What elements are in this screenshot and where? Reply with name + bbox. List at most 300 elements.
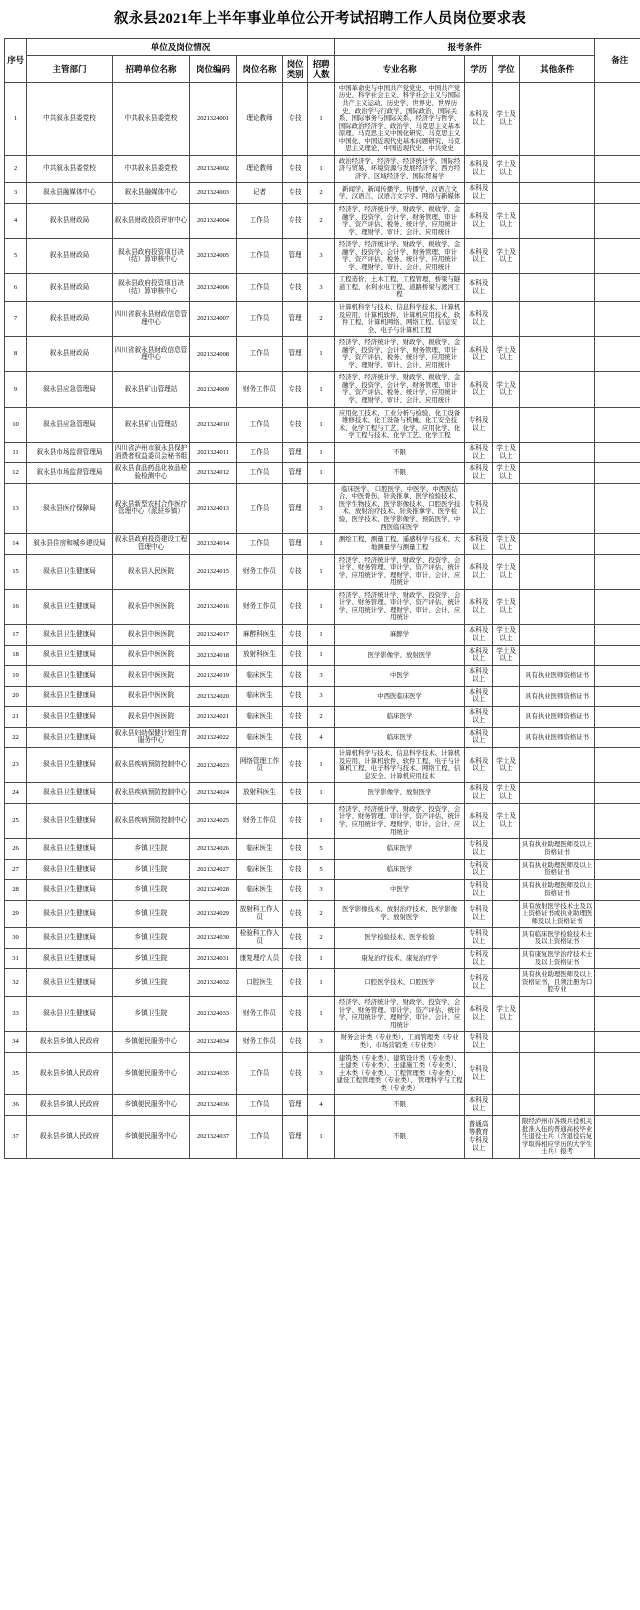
table-row [5,1032,640,1053]
row-unit: 四川省泸州市叙永县保护消费者权益委员会秘书组 [113,442,190,463]
row-category: 专技 [283,155,308,183]
row-major: 不限 [335,442,465,463]
header-major: 专业名称 [335,55,465,82]
row-education: 本科及以上 [465,625,493,646]
row-post: 临床医生 [237,839,283,860]
row-degree: 学士及以上 [493,203,520,238]
row-dept: 叙永县财政局 [27,274,113,302]
row-other: 具有康复医学治疗技术士及以上资格证书 [520,948,595,969]
row-post: 临床医生 [237,880,283,901]
row-index: 7 [5,302,27,337]
row-other [520,1052,595,1095]
row-code: 2021324004 [190,203,237,238]
row-category: 专技 [283,274,308,302]
row-unit: 中共叙永县委党校 [113,82,190,155]
row-index: 2 [5,155,27,183]
table-row [5,783,640,804]
row-category: 专技 [283,880,308,901]
row-major: 临床医学 [335,727,465,748]
row-education: 专科及以上 [465,928,493,949]
row-education: 本科及以上 [465,463,493,484]
header-post: 岗位名称 [237,55,283,82]
row-education: 本科及以上 [465,1095,493,1116]
row-education: 本科及以上 [465,534,493,555]
row-count: 3 [308,483,335,533]
row-unit: 叙永县疾病预防控制中心 [113,803,190,838]
row-dept: 叙永县卫生健康局 [27,839,113,860]
row-unit: 叙永县中医医院 [113,666,190,687]
row-unit: 乡镇卫生院 [113,859,190,880]
row-major: 医学影像学、放射医学 [335,645,465,666]
row-remark [595,783,640,804]
row-post: 麻醉科医生 [237,625,283,646]
row-remark [595,645,640,666]
row-category: 专技 [283,1032,308,1053]
row-code: 2021324034 [190,1032,237,1053]
row-post: 康复理疗人员 [237,948,283,969]
row-code: 2021324029 [190,900,237,928]
row-index: 13 [5,483,27,533]
row-unit: 乡镇卫生院 [113,997,190,1032]
row-other [520,463,595,484]
table-row [5,155,640,183]
row-other [520,748,595,783]
row-category: 专技 [283,928,308,949]
header-category: 岗位类别 [283,55,308,82]
row-remark [595,900,640,928]
row-unit: 叙永县政府投资项目决（结）算审核中心 [113,239,190,274]
row-remark [595,274,640,302]
row-degree [493,900,520,928]
row-dept: 叙永县卫生健康局 [27,554,113,589]
row-major: 财务会计类（专业类）、工商管理类（专业类）、市场营销类（专业类） [335,1032,465,1053]
row-major: 经济学、经济统计学、财政学、税收学、金融学、投资学、会计学、财务管理、审计学、资产评估、税务、统计学、应用统计学、理财学、审计、会计、应用统计 [335,372,465,407]
row-degree: 学士及以上 [493,463,520,484]
row-count: 1 [308,625,335,646]
row-index: 14 [5,534,27,555]
row-code: 2021324007 [190,302,237,337]
row-count: 1 [308,407,335,442]
row-code: 2021324009 [190,372,237,407]
row-index: 17 [5,625,27,646]
row-count: 1 [308,155,335,183]
row-index: 12 [5,463,27,484]
row-dept: 中共叙永县委党校 [27,82,113,155]
job-requirements-table [4,38,640,1159]
row-other: 具有执业助理医师及以上资格证书，且须注册为口腔专业 [520,969,595,997]
row-education: 本科及以上 [465,686,493,707]
row-code: 2021324024 [190,783,237,804]
row-other: 具有执业医师资格证书 [520,666,595,687]
row-count: 2 [308,203,335,238]
row-code: 2021324031 [190,948,237,969]
row-post: 临床医生 [237,686,283,707]
row-index: 15 [5,554,27,589]
row-other [520,203,595,238]
row-unit: 叙永县矿山管理站 [113,372,190,407]
row-post: 财务工作员 [237,1032,283,1053]
row-category: 专技 [283,748,308,783]
row-other [520,183,595,204]
row-dept: 叙永县卫生健康局 [27,859,113,880]
row-unit: 叙永县疾病预防控制中心 [113,783,190,804]
row-other: 具有执业助理医师及以上资格证书 [520,859,595,880]
row-dept: 叙永县乡镇人民政府 [27,1032,113,1053]
row-index: 31 [5,948,27,969]
row-unit: 乡镇便民服务中心 [113,1032,190,1053]
row-remark [595,534,640,555]
row-dept: 叙永县卫生健康局 [27,900,113,928]
row-count: 1 [308,337,335,372]
row-unit: 叙永县中医医院 [113,707,190,728]
row-category: 专技 [283,839,308,860]
row-remark [595,748,640,783]
row-other [520,483,595,533]
header-count: 招聘人数 [308,55,335,82]
row-post: 财务工作员 [237,372,283,407]
row-major: 经济学、经济统计学、财政学、投资学、会计学、财务管理、审计学、资产评估、统计学、应用统计学、理财学、审计、会计、应用统计 [335,997,465,1032]
row-degree: 学士及以上 [493,82,520,155]
row-code: 2021324033 [190,997,237,1032]
row-dept: 叙永县卫生健康局 [27,666,113,687]
row-post: 放射科医生 [237,645,283,666]
row-count: 4 [308,727,335,748]
row-education: 专科及以上 [465,1032,493,1053]
row-other [520,82,595,155]
table-row [5,969,640,997]
row-index: 30 [5,928,27,949]
row-degree [493,859,520,880]
row-code: 2021324014 [190,534,237,555]
row-count: 2 [308,707,335,728]
row-degree: 学士及以上 [493,589,520,624]
table-row [5,337,640,372]
row-education: 本科及以上 [465,997,493,1032]
row-code: 2021324017 [190,625,237,646]
row-unit: 叙永县中医医院 [113,645,190,666]
row-count: 1 [308,803,335,838]
row-count: 4 [308,1095,335,1116]
row-education: 本科及以上 [465,666,493,687]
row-count: 2 [308,183,335,204]
table-row [5,625,640,646]
row-category: 专技 [283,82,308,155]
header-column-row [5,55,640,82]
row-dept: 叙永县卫生健康局 [27,948,113,969]
row-post: 工作员 [237,337,283,372]
table-row [5,203,640,238]
row-dept: 叙永县住房和城乡建设局 [27,534,113,555]
row-unit: 叙永县政府投资建设工程管理中心 [113,534,190,555]
row-other [520,372,595,407]
table-row [5,1052,640,1095]
row-major: 建筑类（专业类）、建筑设计类（专业类）、土建类（专业类）、土建施工类（专业类）、土木类（专业类）、工程管理类（专业类）、建设工程管理类（专业类）、 管理科学与工程类（专业类） [335,1052,465,1095]
row-count: 3 [308,686,335,707]
row-degree: 学士及以上 [493,337,520,372]
row-remark [595,839,640,860]
row-dept: 叙永县乡镇人民政府 [27,1116,113,1159]
row-major: 经济学、经济统计学、财政学、投资学、会计学、财务管理、审计学、资产评估、统计学、应用统计学、理财学、审计、会计、应用统计 [335,803,465,838]
row-count: 1 [308,1116,335,1159]
row-major: 计算机科学与技术、信息科学技术、计算机及应用、计算机软件、计算机应用技术、软件工程、计算机网络、网络工程、信息安全、电子与计算机工程 [335,302,465,337]
row-index: 27 [5,859,27,880]
table-row [5,554,640,589]
row-code: 2021324022 [190,727,237,748]
row-category: 专技 [283,372,308,407]
row-index: 1 [5,82,27,155]
row-remark [595,1052,640,1095]
table-row [5,372,640,407]
row-remark [595,928,640,949]
row-remark [595,554,640,589]
row-category: 管理 [283,483,308,533]
row-code: 2021324025 [190,803,237,838]
row-post: 工作员 [237,203,283,238]
row-dept: 叙永县卫生健康局 [27,645,113,666]
row-index: 18 [5,645,27,666]
row-category: 专技 [283,707,308,728]
row-education: 专科及以上 [465,880,493,901]
row-remark [595,337,640,372]
row-dept: 叙永县卫生健康局 [27,748,113,783]
row-count: 5 [308,839,335,860]
row-code: 2021324013 [190,483,237,533]
row-code: 2021324011 [190,442,237,463]
row-major: 经济学、经济统计学、财政学、投资学、会计学、财务管理、审计学、资产评估、统计学、应用统计学、理财学、审计、会计、应用统计 [335,554,465,589]
page-title: 叙永县2021年上半年事业单位公开考试招聘工作人员岗位要求表 [114,11,526,27]
row-count: 1 [308,463,335,484]
row-other [520,589,595,624]
row-category: 管理 [283,302,308,337]
row-other [520,645,595,666]
row-other [520,997,595,1032]
row-code: 2021324023 [190,748,237,783]
row-other [520,803,595,838]
row-dept: 叙永县卫生健康局 [27,707,113,728]
row-unit: 四川省叙永县财政信息管理中心 [113,302,190,337]
row-index: 32 [5,969,27,997]
row-other [520,625,595,646]
row-unit: 叙永县中医医院 [113,625,190,646]
row-degree [493,969,520,997]
row-index: 10 [5,407,27,442]
row-remark [595,727,640,748]
row-count: 3 [308,880,335,901]
row-degree [493,274,520,302]
row-dept: 叙永县财政局 [27,337,113,372]
row-count: 1 [308,534,335,555]
row-major: 临床医学 [335,839,465,860]
row-education: 专科及以上 [465,839,493,860]
row-other [520,442,595,463]
row-remark [595,239,640,274]
row-code: 2021324037 [190,1116,237,1159]
header-code: 岗位编码 [190,55,237,82]
row-index: 19 [5,666,27,687]
row-other: 具有执业助理医师及以上资格证书 [520,839,595,860]
row-category: 专技 [283,183,308,204]
table-row [5,183,640,204]
row-code: 2021324012 [190,463,237,484]
row-index: 37 [5,1116,27,1159]
header-index: 序号 [5,38,27,82]
row-category: 专技 [283,203,308,238]
row-post: 工作员 [237,442,283,463]
row-category: 管理 [283,534,308,555]
row-count: 3 [308,1052,335,1095]
row-other [520,155,595,183]
row-post: 工作员 [237,1052,283,1095]
row-category: 专技 [283,948,308,969]
row-category: 专技 [283,859,308,880]
row-code: 2021324008 [190,337,237,372]
row-dept: 叙永县乡镇人民政府 [27,1052,113,1095]
row-post: 检验科工作人员 [237,928,283,949]
row-other: 具有放射医学技术士及以上资格证书或执业助理医师及以上资格证书 [520,900,595,928]
row-degree [493,1095,520,1116]
row-category: 专技 [283,686,308,707]
row-degree [493,183,520,204]
row-count: 1 [308,783,335,804]
row-category: 专技 [283,727,308,748]
row-degree [493,407,520,442]
row-dept: 叙永县卫生健康局 [27,727,113,748]
row-other: 具有执业医师资格证书 [520,707,595,728]
table-row [5,302,640,337]
table-row [5,534,640,555]
row-other [520,554,595,589]
row-degree [493,686,520,707]
row-code: 2021324015 [190,554,237,589]
row-other [520,534,595,555]
row-unit: 乡镇卫生院 [113,969,190,997]
row-code: 2021324016 [190,589,237,624]
row-post: 工作员 [237,239,283,274]
row-dept: 叙永县应急管理局 [27,407,113,442]
row-category: 专技 [283,589,308,624]
row-category: 管理 [283,442,308,463]
table-row [5,839,640,860]
row-degree [493,483,520,533]
row-dept: 叙永县卫生健康局 [27,589,113,624]
row-count: 5 [308,859,335,880]
row-education: 本科及以上 [465,337,493,372]
row-index: 28 [5,880,27,901]
row-unit: 乡镇卫生院 [113,928,190,949]
row-degree: 学士及以上 [493,997,520,1032]
table-row [5,442,640,463]
row-dept: 叙永县应急管理局 [27,372,113,407]
row-dept: 叙永县财政局 [27,239,113,274]
row-major: 经济学、经济统计学、财政学、税收学、金融学、投资学、会计学、财务管理、审计学、资产评估、税务、统计学、应用统计学、理财学、审计、会计、应用统计 [335,337,465,372]
header-remark: 备注 [595,38,640,82]
row-post: 工作员 [237,463,283,484]
row-degree [493,928,520,949]
row-other [520,302,595,337]
row-major: 工程造价、土木工程、工程管理、桥梁与隧道工程、水利水电工程、道路桥梁与渡河工程 [335,274,465,302]
row-other [520,239,595,274]
row-index: 24 [5,783,27,804]
table-row [5,707,640,728]
row-education: 本科及以上 [465,707,493,728]
row-education: 专科及以上 [465,969,493,997]
row-category: 管理 [283,1095,308,1116]
row-degree: 学士及以上 [493,783,520,804]
row-count: 2 [308,302,335,337]
row-major: 不限 [335,463,465,484]
row-unit: 乡镇卫生院 [113,839,190,860]
row-degree [493,880,520,901]
row-dept: 叙永县市场监督管理局 [27,463,113,484]
row-post: 财务工作员 [237,997,283,1032]
row-education: 本科及以上 [465,274,493,302]
row-education: 专科及以上 [465,483,493,533]
row-education: 专科及以上 [465,948,493,969]
table-row [5,948,640,969]
row-index: 8 [5,337,27,372]
row-post: 放射科医生 [237,783,283,804]
row-code: 2021324032 [190,969,237,997]
row-remark [595,203,640,238]
row-index: 26 [5,839,27,860]
row-major: 不限 [335,1095,465,1116]
row-post: 临床医生 [237,859,283,880]
row-count: 1 [308,645,335,666]
table-row [5,645,640,666]
table-row [5,82,640,155]
header-group-unit-info: 单位及岗位情况 [27,38,335,55]
row-category: 专技 [283,407,308,442]
row-code: 2021324021 [190,707,237,728]
row-count: 1 [308,748,335,783]
row-code: 2021324003 [190,183,237,204]
row-code: 2021324002 [190,155,237,183]
row-education: 本科及以上 [465,183,493,204]
row-dept: 叙永县市场监督管理局 [27,442,113,463]
row-post: 记者 [237,183,283,204]
row-post: 财务工作员 [237,803,283,838]
row-index: 36 [5,1095,27,1116]
row-index: 23 [5,748,27,783]
table-header [5,38,640,82]
row-index: 11 [5,442,27,463]
row-education: 本科及以上 [465,645,493,666]
row-other [520,783,595,804]
row-dept: 叙永县卫生健康局 [27,686,113,707]
row-major: 经济学、经济统计学、财政学、投资学、会计学、财务管理、审计学、资产评估、统计学、应用统计学、理财学、审计、会计、应用统计 [335,589,465,624]
row-major: 新闻学、新闻传播学、传播学、汉语言文学、汉语言、汉语言文字学、网络与新媒体 [335,183,465,204]
row-unit: 叙永县新型农村合作医疗管理中心（派驻乡镇） [113,483,190,533]
table-row [5,483,640,533]
header-unit: 招聘单位名称 [113,55,190,82]
row-dept: 叙永县财政局 [27,302,113,337]
row-code: 2021324006 [190,274,237,302]
row-major: 医学影像技术、放射治疗技术、医学影像学、放射医学 [335,900,465,928]
row-education: 本科及以上 [465,239,493,274]
row-remark [595,859,640,880]
row-unit: 叙永县人民医院 [113,554,190,589]
row-index: 9 [5,372,27,407]
row-dept: 叙永县卫生健康局 [27,783,113,804]
row-degree [493,839,520,860]
row-unit: 叙永县财政投资评审中心 [113,203,190,238]
row-other [520,407,595,442]
row-education: 本科及以上 [465,783,493,804]
table-row [5,880,640,901]
row-degree: 学士及以上 [493,372,520,407]
row-count: 3 [308,274,335,302]
table-row [5,666,640,687]
